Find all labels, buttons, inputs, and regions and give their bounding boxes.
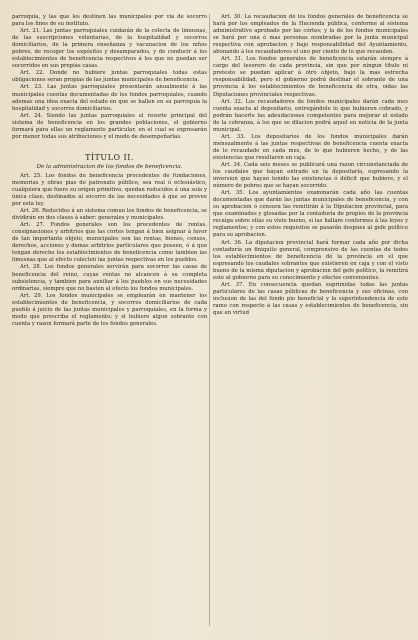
paragraph-art-35: Art. 35. Los ayuntamientos examinarán cada año las cuentas documentadas que darán las juntas municipales de beneficencia, y con su aprobacion ó censura las remitirán á la Diputacion provincial, para que examinadas y glosadas por la contaduría de propios de la provincia recaiga sobre ellas su visto bueno, si las hallare conformes á las leyes y reglamentos; y con estos requisitos se pasarán despues al gefe político para su aprobacion. bbox=[213, 190, 408, 239]
right-column bbox=[213, 14, 408, 634]
paragraph-art-26: Art. 26. Reducidos á un sistema comun los fondos de beneficencia, se dividirán en dos clases á saber: generales y municipales. bbox=[12, 208, 207, 222]
text-columns bbox=[12, 14, 408, 634]
left-column bbox=[12, 14, 207, 634]
subtitle-heading: De la administracion de los fondos de beneficencia. bbox=[36, 163, 183, 170]
paragraph-art-31: Art. 31. Los fondos generales de beneficencia estarán siempre á cargo del tesorero de cada provincia, sin que por ningun titulo ni pretesto se puedan aplicar á otro objeto, bajo la mas estrecha responsabilidad, pero el gobierno podrá destinar el sobrante de una provincia á los establecimientos de beneficencia de otra, oidas las Diputaciones provinciales respectivas. bbox=[213, 56, 408, 98]
paragraph-art-28: Art. 28. Los fondos generales servirán para socorrer las casas de beneficencia del reino, cuyas rentas no alcancen á su completa subsistencia, y tambien para auxiliar á los pueblos en sus necesidades ordinarias, siempre que no basten al efecto los fondos municipales. bbox=[12, 264, 207, 292]
paragraph-art-34: Art. 34. Cada seis meses se publicará una razon circunstanciada de los caudales que hayan entrado en la depositaría, espresando la inversion que hayan tenido las existencias ó déficit que hubiere, y el número de pobres que se hayan socorrido. bbox=[213, 161, 408, 190]
column-divider bbox=[209, 14, 210, 626]
paragraph-art-25: Art. 25. Los fondos de beneficencia procedentes de fundaciones, memorias y obras pias de patronato público, sea real ó eclesiástico, cualquiera que fuere su origen primitivo, quedan reducidos á una sola y única clase, destinados al socorro de las necesidades á que se provee por esta ley. bbox=[12, 172, 207, 208]
paragraph-art-22: Art. 22. Donde no hubiere juntas parroquiales todas estas obligaciones seran propias de las juntas municipales de beneficencia. bbox=[12, 70, 207, 84]
title-heading: TÍTULO II. bbox=[85, 152, 134, 162]
paragraph-art-21: Art. 21. Las juntas parroquiales cuidarán de la colecta de limosnas, de las suscripciones voluntarias, de la hospitalidad y socorros domiciliarios, de la primera enseñanza y vacunacion de los niños pobres, de recoger los expósitos y desamparados, y de conducir á los establecimientos de beneficencia respectivos á los que no puedan ser socorridos en sus propias casas. bbox=[12, 28, 207, 70]
paragraph-art-32: Art. 32. Los recaudadores de fondos municipales darán cada mes cuenta exacta al depositario, entregándole lo que hubieren cobrado, y podrán hacerle las adeudaciones competentes para mejorar el estado de la cobranza, á los que se dilacion podrá aquel en noticia de la junta municipal. bbox=[213, 98, 408, 133]
paragraph-art-23: Art. 23. Las juntas parroquiales presentarán anualmente á las municipales cuentas documentadas de los fondos parroquiales, cuando ademas una idea exacta del estado en que se hallen en su parroquia la hospitalidad y socorros domiciliarios. bbox=[12, 84, 207, 112]
paragraph-art-33: Art. 33. Los depositarios de los fondos municipales darán mensualmente á las juntas respectivas de beneficencia cuenta exacta de lo recaudado en cada mes, de lo que hubieren hecho, y de las existencias que resultaren en caja. bbox=[213, 133, 408, 161]
paragraph-art-29: Art. 29. Los fondos municipales se emplearán en mantener los establecimientos de beneficencia, y socorros domiciliarios de cada pueblo á juicio de las juntas municipales y parroquiales, en la forma y modo que prescriba el reglamento; y si hubiere algun sobrante con cuenta y razon formará parte de los fondos generales. bbox=[12, 292, 207, 327]
paragraph-art-30: Art. 30. La recaudacion de los fondos generales de beneficencia se hará por los empleados de la Hacienda pública, conforme al sistema administrativo aprobado por las córtes; y la de los fondos municipales se hará por una ó mas personas nombradas por la junta municipal respectiva con aprobacion y bajo responsabilidad del Ayuntamiento, abonando á los recaudadores el uno por ciento de lo que recauden. bbox=[213, 14, 408, 56]
paragraph-art-27: Art. 27. Fondos generales son los procedentes de rentas, consignaciones y arbitrios que las córtes tengan á bien asignar á favor de tan importante objeto, municipales son las rentas, bienes, censos, derechos, acciones y demas arbitrios particulares que poseen, ó á que tengan derecho los establecimientos de beneficencia como tambien las limosnas que al efecto colecten las juntas respectivas en los pueblos. bbox=[12, 222, 207, 264]
paragraph-art-36: Art. 36. La diputacion provincial hará formar cada año por dicha contaduría un finiquito general, comprensivo de las cuentas de todos los establecimientos de beneficencia de la provincia en el que espresando los caudales sobrantes que existieren en caja y con el visto bueno de la misma diputacion y aprobacion del gefe político, la remitirá este al gobierno para su conocimiento y efectos convenientes. bbox=[213, 239, 408, 281]
paragraph-art-37: Art. 37. En consecuencia quedan suprimidas todas las juntas particulares de las casas públicas de beneficencia y sus oficinas, con inclusion de las del fondo pio beneficial y la superintendencia de este ramo con respecto á las casas y establecimientos de beneficencia, sin que en virtud bbox=[213, 281, 408, 316]
paragraph-art-24: Art. 24. Siendo las juntas parroquiales el resorte principal del sistema de beneficencia en los grandes poblaciones, el gobierno formará para ellas un reglamento particular, en el cual se expresarán por menor todas sus atribuciones y el modo de desempeñarlas. bbox=[12, 112, 207, 140]
paragraph: parroquia, y las que les destinen las municipales por via de socorro para los fines de su instituto. bbox=[12, 14, 207, 28]
